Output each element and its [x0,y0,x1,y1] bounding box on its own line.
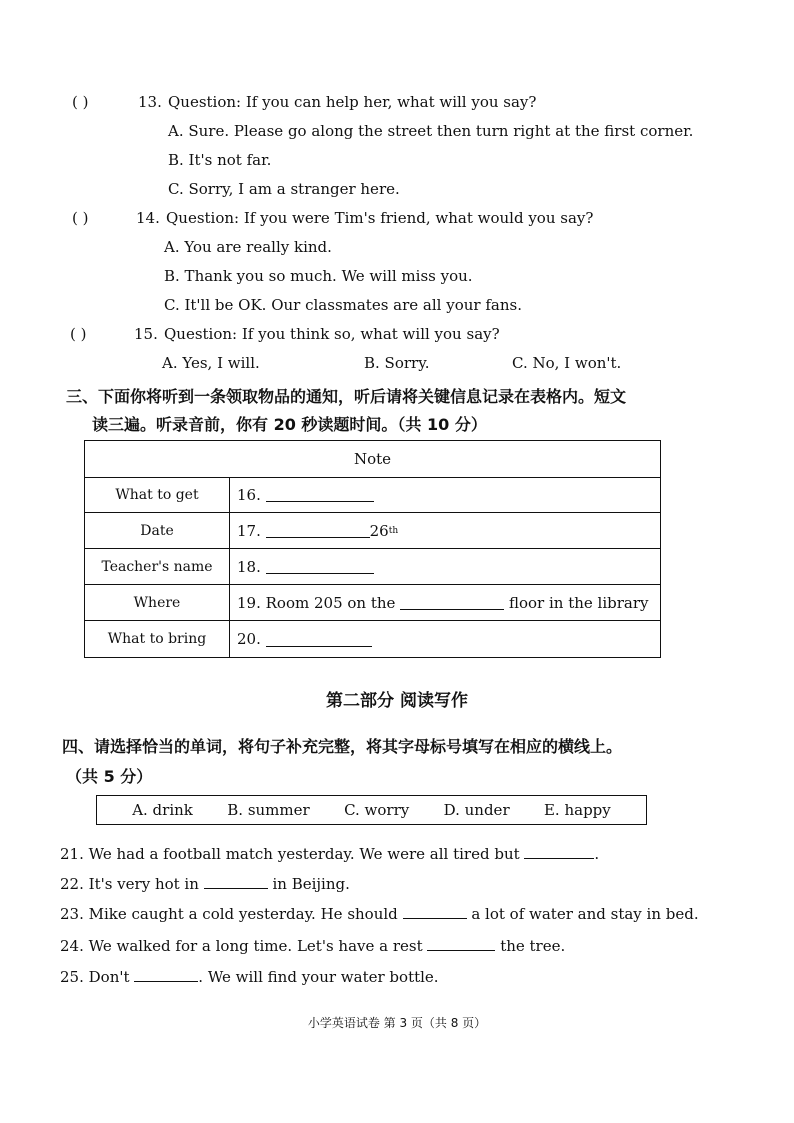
note-row-label: Teacher's name [85,549,230,584]
note-table [84,440,661,658]
section-4-instruction-line1: 四、请选择恰当的单词，将句子补充完整，将其字母标号填写在相应的横线上。 [62,737,623,756]
note-row-teacher-name [85,549,660,585]
word-bank [96,795,647,825]
sentence-number: 22. [60,875,84,893]
sentence-before: We had a football match yesterday. We were all tired but [88,845,520,863]
note-row-cell [237,513,398,548]
sentence-23 [60,904,699,923]
sentence-after: a lot of water and stay in bed. [471,905,699,923]
note-row-number: 18. [237,557,261,576]
word-option-e: E. happy [543,801,611,819]
note-row-what-to-bring [85,621,660,657]
sentence-after: . [594,845,600,863]
sentence-number: 23. [60,905,84,923]
note-row-number: 17. [237,521,261,540]
sentence-after: the tree. [500,937,566,955]
sentence-21 [60,844,599,863]
sentence-25 [60,967,439,986]
note-row-cell [237,621,372,657]
note-row-number: 16. [237,485,261,504]
answer-blank-24[interactable] [427,936,495,951]
question-13-text: Question: If you can help her, what will you say? [168,93,537,111]
question-13-number: 13. [138,93,162,111]
answer-blank-21[interactable] [524,844,594,859]
sentence-after: in Beijing. [272,875,350,893]
answer-blank-23[interactable] [403,904,467,919]
question-14-option-a: A. You are really kind. [164,238,332,256]
note-row-after: floor in the library [508,593,649,612]
note-row-where [85,585,660,621]
note-row-number: 20. [237,630,261,648]
answer-paren-14: ( ) [72,209,89,227]
date-suffix: th [388,525,399,536]
note-row-label: Date [85,513,230,548]
page-footer: 小学英语试卷 第 3 页（共 8 页） [307,1016,487,1030]
question-14-option-b: B. Thank you so much. We will miss you. [164,267,473,285]
answer-paren-13: ( ) [72,93,89,111]
note-row-label: Where [85,585,230,620]
note-row-cell [237,549,374,584]
answer-blank-25[interactable] [134,967,198,982]
sentence-before: Don't [88,968,130,986]
question-14-option-c: C. It'll be OK. Our classmates are all your fans. [164,296,522,314]
question-14-text: Question: If you were Tim's friend, what would you say? [166,209,594,227]
word-option-d: D. under [443,801,510,819]
sentence-before: It's very hot in [88,875,199,893]
sentence-number: 24. [60,937,84,955]
answer-blank-17[interactable] [266,523,370,538]
word-option-c: C. worry [344,801,410,819]
word-option-b: B. summer [227,801,310,819]
part-2-title: 第二部分 阅读写作 [326,691,468,711]
sentence-24 [60,936,565,955]
answer-blank-20[interactable] [266,632,372,647]
answer-blank-19[interactable] [400,595,504,610]
section-3-instruction-line2: 读三遍。听录音前，你有 20 秒读题时间。（共 10 分） [92,415,487,434]
note-row-before: Room 205 on the [265,593,396,612]
question-15-option-c: C. No, I won't. [512,354,622,372]
question-14-number: 14. [136,209,160,227]
note-row-cell [237,585,649,620]
question-15-option-a: A. Yes, I will. [162,354,260,372]
sentence-before: We walked for a long time. Let's have a rest [88,937,423,955]
question-13-option-b: B. It's not far. [168,151,272,169]
answer-paren-15: ( ) [70,325,87,343]
sentence-after: . We will find your water bottle. [198,968,439,986]
sentence-before: Mike caught a cold yesterday. He should [88,905,398,923]
sentence-22 [60,874,350,893]
answer-blank-22[interactable] [204,874,268,889]
note-row-what-to-get [85,477,660,513]
note-row-label: What to get [85,477,230,512]
answer-blank-18[interactable] [266,559,374,574]
note-table-title: Note [85,441,660,478]
date-day: 26 [369,521,389,540]
answer-blank-16[interactable] [266,487,374,502]
note-row-label: What to bring [85,621,230,657]
sentence-number: 21. [60,845,84,863]
note-row-number: 19. [237,593,261,612]
sentence-number: 25. [60,968,84,986]
question-13-option-c: C. Sorry, I am a stranger here. [168,180,400,198]
section-3-instruction-line1: 三、下面你将听到一条领取物品的通知，听后请将关键信息记录在表格内。短文 [66,387,627,406]
question-15-text: Question: If you think so, what will you say? [164,325,500,343]
section-4-instruction-line2: （共 5 分） [66,767,153,786]
word-option-a: A. drink [132,801,193,819]
note-row-cell [237,477,374,512]
note-row-date [85,513,660,549]
question-13-option-a: A. Sure. Please go along the street then turn right at the first corner. [168,122,694,140]
question-15-number: 15. [134,325,158,343]
question-15-option-b: B. Sorry. [364,354,430,372]
